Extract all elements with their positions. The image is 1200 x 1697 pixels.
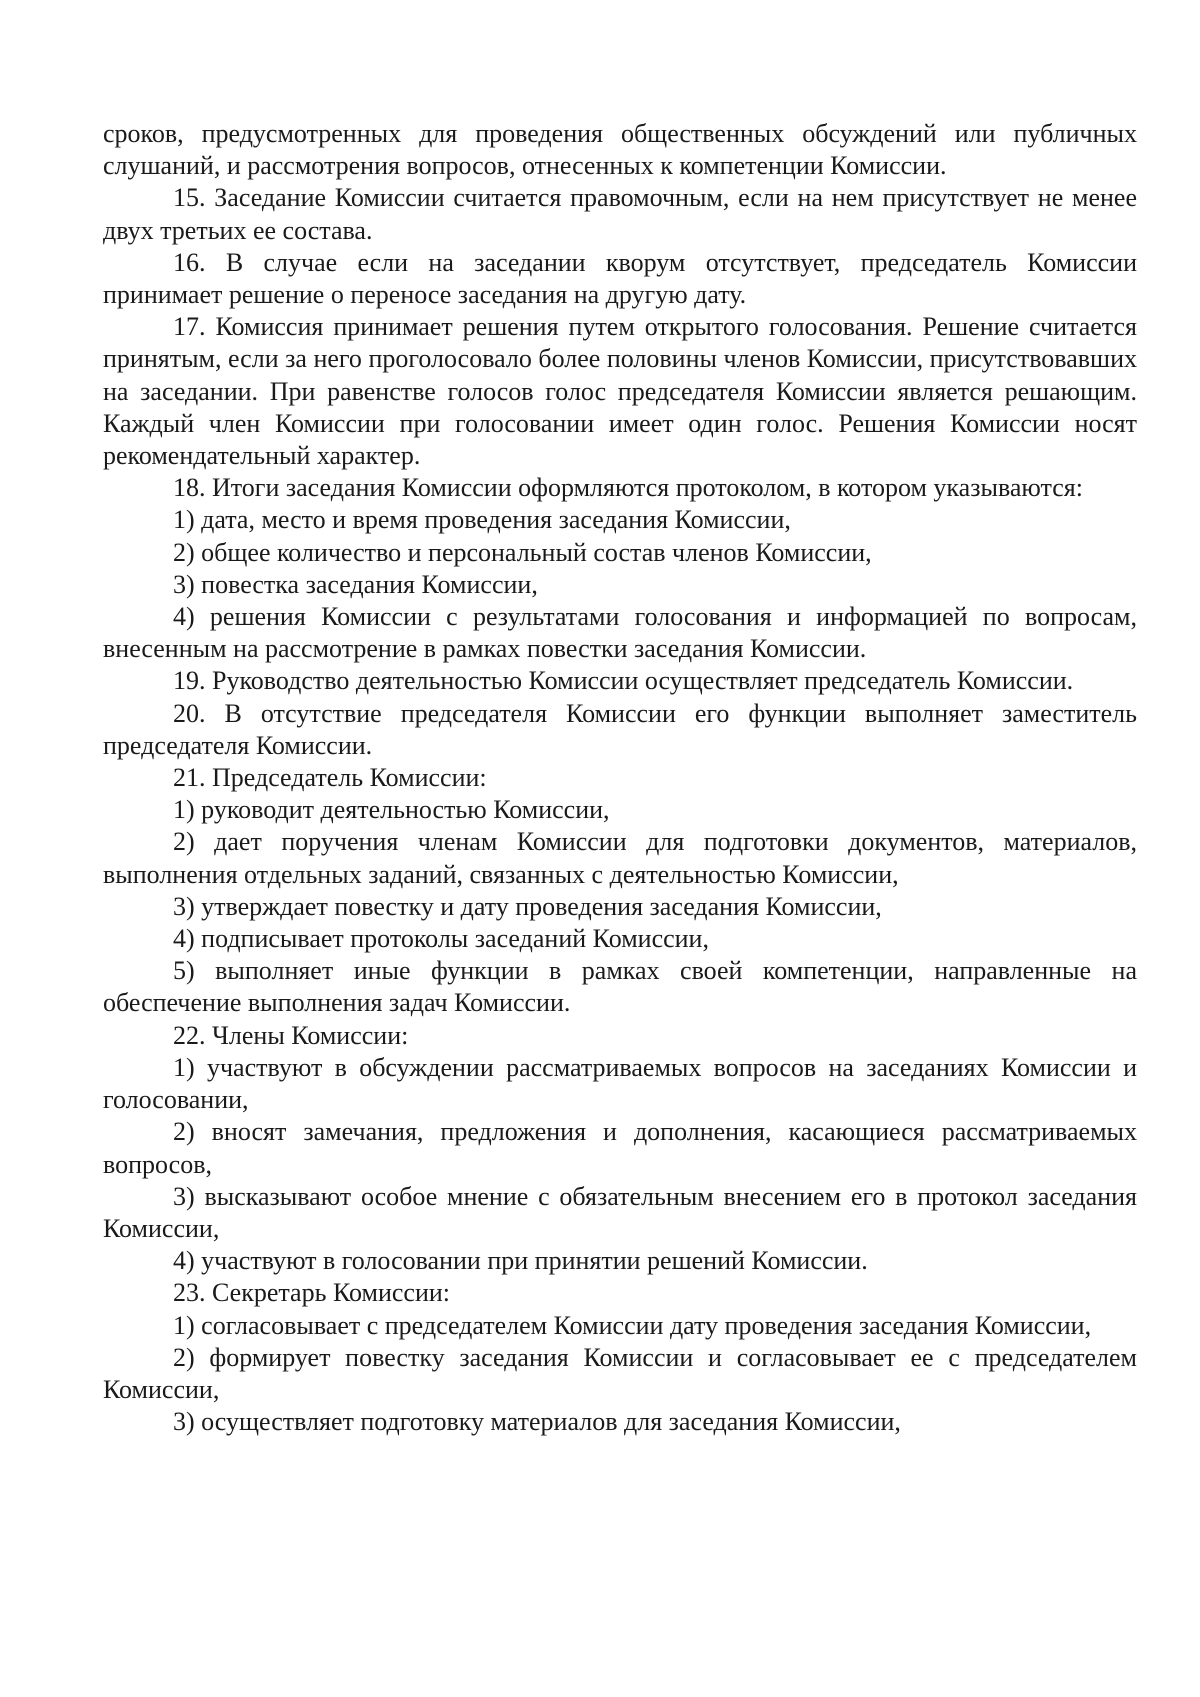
paragraph-15: 15. Заседание Комиссии считается правомочным, если на нем присутствует не менее двух третьих ее состава.	[103, 183, 1137, 245]
paragraph-21-item-5: 5) выполняет иные функции в рамках своей компетенции, направленные на обеспечение выполнения задач Комиссии.	[103, 956, 1137, 1018]
document-page	[103, 118, 1137, 1438]
paragraph-22-item-2: 2) вносят замечания, предложения и дополнения, касающиеся рассматриваемых вопросов,	[103, 1117, 1137, 1179]
paragraph-21-item-1: 1) руководит деятельностью Комиссии,	[173, 795, 610, 825]
paragraph-16: 16. В случае если на заседании кворум отсутствует, председатель Комиссии принимает решение о переносе заседания на другую дату.	[103, 247, 1137, 310]
paragraph-23-item-1: 1) согласовывает с председателем Комиссии дату проведения заседания Комиссии,	[173, 1310, 1092, 1340]
paragraph-18-item-4: 4) решения Комиссии с результатами голосования и информацией по вопросам, внесенным на рассмотрение в рамках повестки заседания Комиссии.	[103, 602, 1137, 664]
paragraph-23-item-2: 2) формирует повестку заседания Комиссии и согласовывает ее с председателем Комиссии,	[103, 1342, 1137, 1404]
paragraph-22-item-4: 4) участвуют в голосовании при принятии решений Комиссии.	[173, 1246, 868, 1276]
paragraph-18-item-1: 1) дата, место и время проведения заседания Комиссии,	[173, 505, 791, 535]
paragraph-22-item-3: 3) высказывают особое мнение с обязательным внесением его в протокол заседания Комиссии,	[103, 1181, 1137, 1243]
paragraph-21-item-2: 2) дает поручения членам Комиссии для подготовки документов, материалов, выполнения отдельных заданий, связанных с деятельностью Комиссии,	[103, 827, 1137, 889]
paragraph-18-item-2: 2) общее количество и персональный состав членов Комиссии,	[173, 537, 872, 567]
paragraph-19: 19. Руководство деятельностью Комиссии осуществляет председатель Комиссии.	[173, 666, 1074, 696]
paragraph-21: 21. Председатель Комиссии:	[173, 763, 487, 793]
paragraph-18-item-3: 3) повестка заседания Комиссии,	[173, 569, 538, 599]
paragraph-21-item-4: 4) подписывает протоколы заседаний Комиссии,	[173, 924, 709, 954]
paragraph-21-item-3: 3) утверждает повестку и дату проведения заседания Комиссии,	[173, 891, 882, 921]
paragraph-18: 18. Итоги заседания Комиссии оформляются протоколом, в котором указываются:	[173, 473, 1083, 503]
paragraph-continuation: сроков, предусмотренных для проведения общественных обсуждений или публичных слушаний, и рассмотрения вопросов, отнесенных к компетенции Комиссии.	[103, 119, 1137, 181]
paragraph-22: 22. Члены Комиссии:	[173, 1020, 409, 1050]
paragraph-22-item-1: 1) участвуют в обсуждении рассматриваемых вопросов на заседаниях Комиссии и голосовании,	[103, 1052, 1137, 1115]
paragraph-23: 23. Секретарь Комиссии:	[173, 1278, 450, 1308]
paragraph-17: 17. Комиссия принимает решения путем открытого голосования. Решение считается принятым, если за него проголосовало более половины членов Комиссии, присутствовавших на заседании. При равенстве голосов голос председателя Комиссии является решающим. Каждый член Комиссии при голосовании имеет один голос. Решения Комиссии носят рекомендательный характер.	[103, 312, 1137, 471]
paragraph-23-item-3: 3) осуществляет подготовку материалов для заседания Комиссии,	[173, 1407, 901, 1437]
paragraph-20: 20. В отсутствие председателя Комиссии его функции выполняет заместитель председателя Комиссии.	[103, 698, 1137, 760]
